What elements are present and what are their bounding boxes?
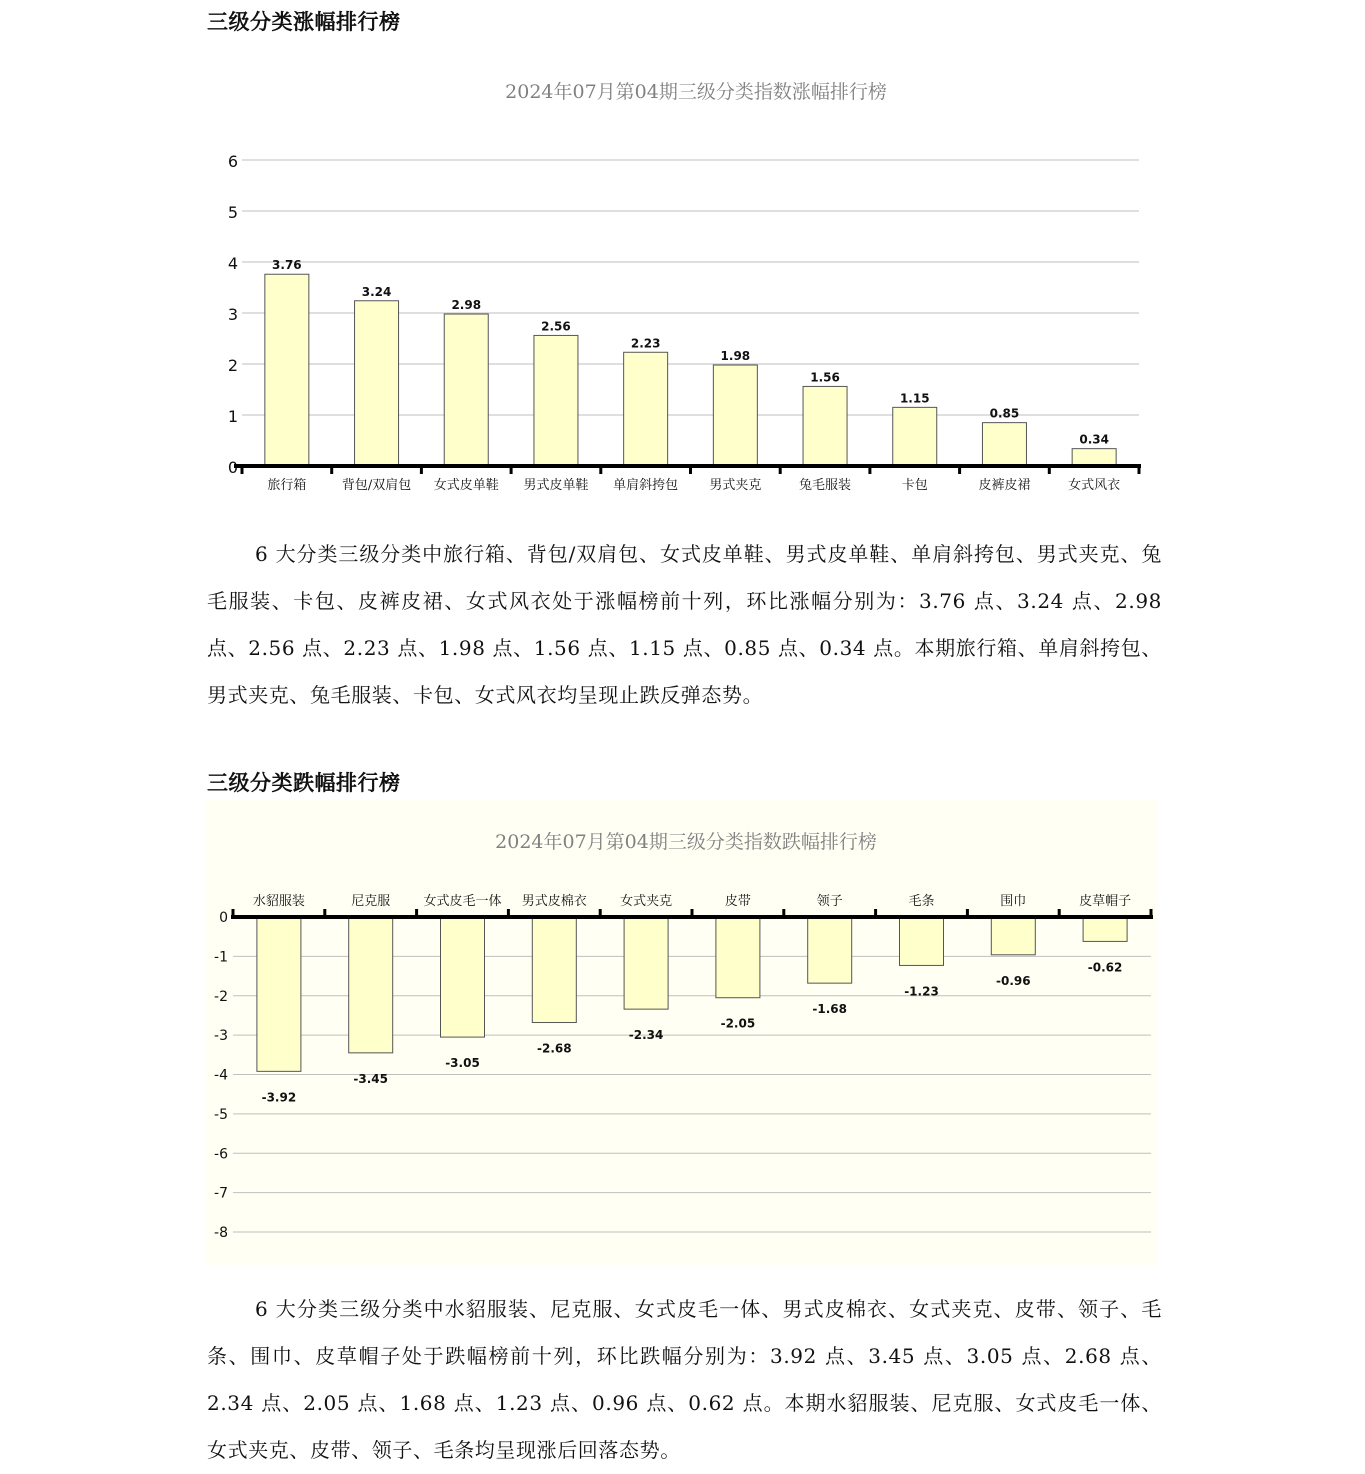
y-tick-label: -5 xyxy=(214,1106,228,1123)
x-tick-label: 女式风衣 xyxy=(1068,478,1121,493)
bar xyxy=(900,917,944,965)
data-label: -0.62 xyxy=(1087,960,1123,975)
data-label: -3.92 xyxy=(261,1090,297,1105)
bar xyxy=(1072,449,1116,466)
y-tick-label: 0 xyxy=(219,910,228,926)
x-tick-label: 卡包 xyxy=(901,478,928,493)
bar xyxy=(1083,917,1127,941)
data-label: 0.85 xyxy=(989,406,1020,421)
x-tick-label: 毛条 xyxy=(908,894,935,909)
y-tick-label: 3 xyxy=(227,305,238,324)
x-tick-label: 男式皮棉衣 xyxy=(521,894,587,909)
chart-title: 2024年07月第04期三级分类指数跌幅排行榜 xyxy=(495,831,877,853)
decliners-paragraph: 6 大分类三级分类中水貂服装、尼克服、女式皮毛一体、男式皮棉衣、女式夹克、皮带、领子、毛条、围巾、皮草帽子处于跌幅榜前十列，环比跌幅分别为：3.92 点、3.45 点、3.05 点、2.68 点、2.34 点、2.05 点、1.68 点、1.23 点、0.96 点、0.62 点。本期水貂服装、尼克服、女式皮毛一体、女式夹克、皮带、领子、毛条均呈现涨后回落态势。 xyxy=(207,1297,1162,1462)
bar xyxy=(808,917,852,983)
chart-title: 2024年07月第04期三级分类指数涨幅排行榜 xyxy=(505,81,887,103)
y-tick-label: -8 xyxy=(214,1225,228,1241)
x-tick-label: 围巾 xyxy=(1000,894,1027,909)
data-label: 0.34 xyxy=(1079,432,1109,447)
bar xyxy=(624,917,668,1009)
x-tick-label: 背包/双肩包 xyxy=(341,478,412,493)
data-label: 1.56 xyxy=(810,370,840,385)
data-label: 2.23 xyxy=(630,336,661,351)
bar xyxy=(355,301,399,466)
x-tick-label: 女式皮单鞋 xyxy=(433,478,499,493)
bar xyxy=(893,407,937,466)
y-tick-label: -3 xyxy=(214,1028,228,1045)
x-tick-label: 男式皮单鞋 xyxy=(523,478,589,493)
data-label: -2.68 xyxy=(537,1041,572,1056)
data-label: 3.76 xyxy=(272,258,302,273)
y-tick-label: -6 xyxy=(214,1146,228,1163)
x-tick-label: 兔毛服装 xyxy=(799,478,852,493)
bar xyxy=(991,917,1035,955)
bar xyxy=(444,314,488,466)
y-tick-label: 2 xyxy=(227,356,238,375)
x-tick-label: 皮带 xyxy=(724,894,751,909)
bar xyxy=(982,423,1026,466)
section-title-gainers: 三级分类涨幅排行榜 xyxy=(207,10,401,34)
bar xyxy=(803,386,847,466)
section-title-decliners: 三级分类跌幅排行榜 xyxy=(207,771,401,795)
y-tick-label: 5 xyxy=(227,203,238,222)
bar xyxy=(716,917,760,998)
x-tick-label: 水貂服装 xyxy=(252,894,305,909)
y-tick-label: 4 xyxy=(227,254,238,273)
x-tick-label: 领子 xyxy=(816,894,843,909)
data-label: 3.24 xyxy=(361,284,392,299)
bar xyxy=(532,917,576,1023)
data-label: -2.34 xyxy=(628,1028,664,1043)
data-label: 2.56 xyxy=(541,319,571,334)
x-tick-label: 女式皮毛一体 xyxy=(423,894,502,909)
y-tick-label: -1 xyxy=(214,949,228,966)
data-label: 1.98 xyxy=(720,349,751,364)
bar xyxy=(713,365,757,466)
y-tick-label: -2 xyxy=(214,988,228,1005)
x-tick-label: 旅行箱 xyxy=(267,478,307,493)
x-tick-label: 尼克服 xyxy=(351,894,391,909)
bar xyxy=(349,917,393,1053)
data-label: -1.23 xyxy=(904,984,939,999)
data-label: -3.05 xyxy=(445,1056,480,1071)
bar xyxy=(534,335,578,466)
bar xyxy=(257,917,301,1071)
y-tick-label: 6 xyxy=(227,152,238,171)
data-label: 1.15 xyxy=(899,391,930,406)
x-tick-label: 女式夹克 xyxy=(620,894,673,909)
bar xyxy=(441,917,485,1037)
data-label: -0.96 xyxy=(996,973,1031,988)
y-tick-label: 1 xyxy=(227,407,238,426)
bar xyxy=(624,352,668,466)
x-tick-label: 皮裤皮裙 xyxy=(978,478,1031,493)
y-tick-label: -7 xyxy=(214,1185,228,1202)
y-tick-label: 0 xyxy=(227,458,238,477)
gainers-chart xyxy=(0,60,1365,510)
x-tick-label: 皮草帽子 xyxy=(1079,894,1132,909)
data-label: -2.05 xyxy=(720,1016,756,1031)
decliners-chart xyxy=(0,800,1365,1265)
data-label: 2.98 xyxy=(451,298,482,313)
x-tick-label: 单肩斜挎包 xyxy=(613,478,679,493)
bar xyxy=(265,274,309,466)
x-tick-label: 男式夹克 xyxy=(709,478,762,493)
data-label: -3.45 xyxy=(353,1071,388,1086)
data-label: -1.68 xyxy=(812,1002,847,1017)
chart-background xyxy=(205,800,1158,1265)
y-tick-label: -4 xyxy=(214,1067,228,1084)
gainers-paragraph: 6 大分类三级分类中旅行箱、背包/双肩包、女式皮单鞋、男式皮单鞋、单肩斜挎包、男式夹克、兔毛服装、卡包、皮裤皮裙、女式风衣处于涨幅榜前十列，环比涨幅分别为：3.76 点、3.24 点、2.98 点、2.56 点、2.23 点、1.98 点、1.56 点、1.15 点、0.85 点、0.34 点。本期旅行箱、单肩斜挎包、男式夹克、兔毛服装、卡包、女式风衣均呈现止跌反弹态势。 xyxy=(207,542,1162,707)
